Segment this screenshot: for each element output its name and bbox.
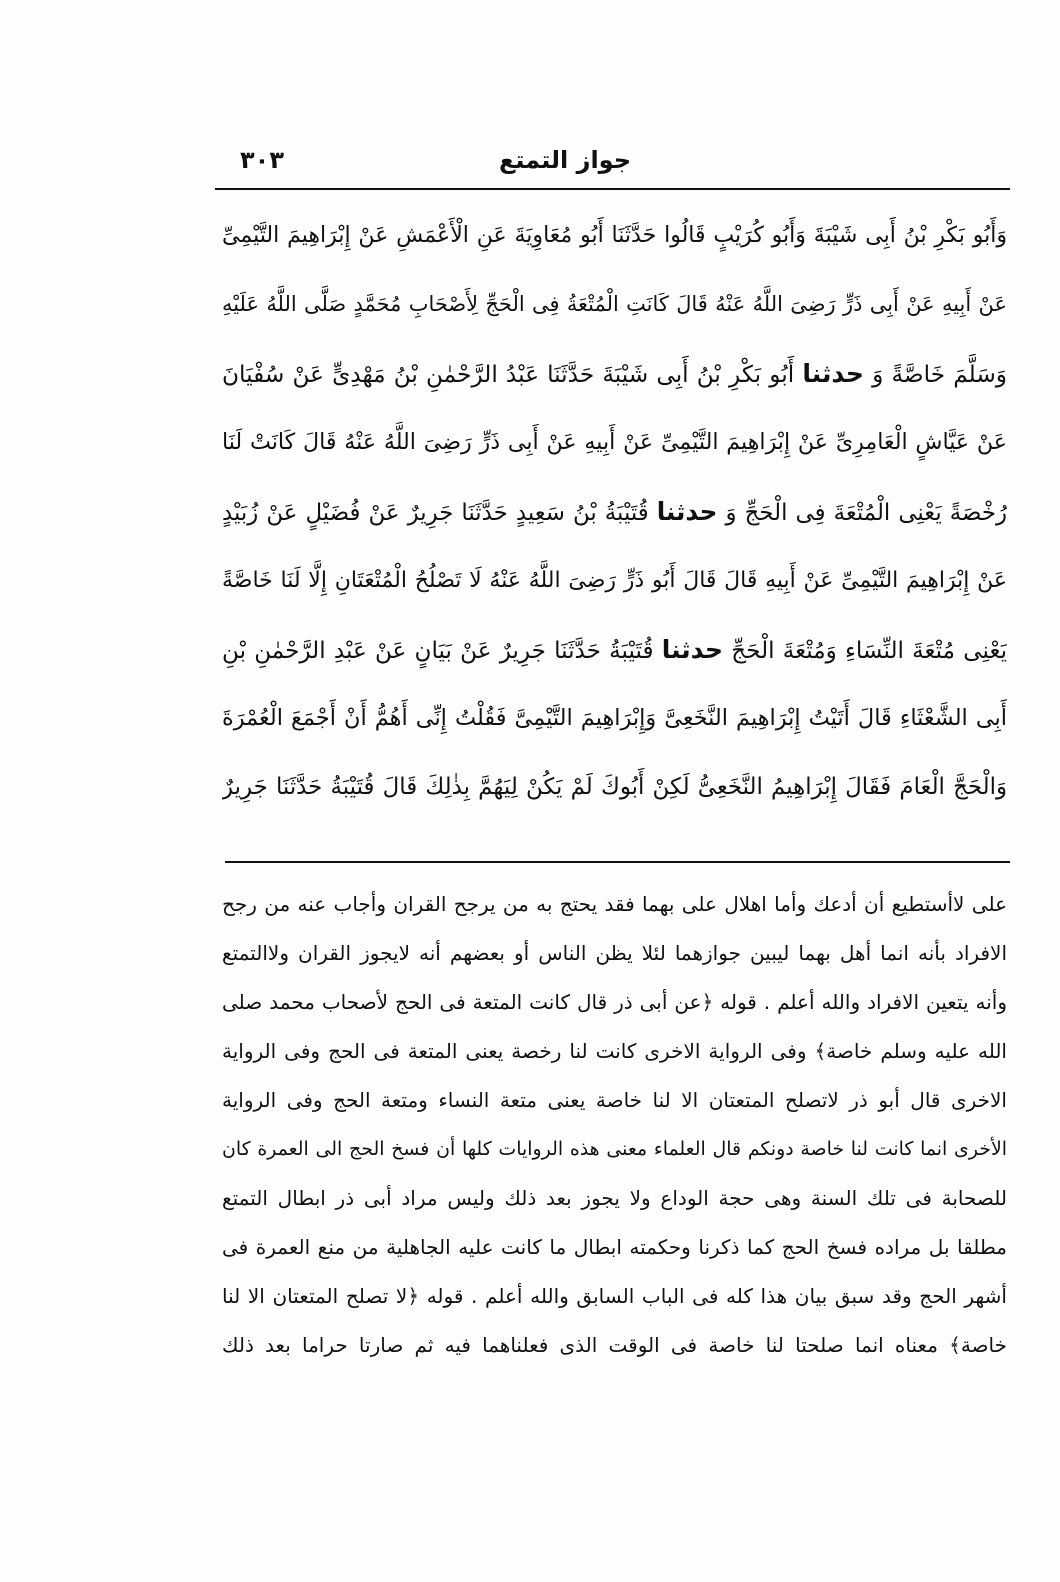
commentary-line: للصحابة فى تلك السنة وهى حجة الوداع ولا يجوز بعد ذلك وليس مراد أبى ذر ابطال التمتع (222, 1186, 1007, 1210)
header-rule (215, 188, 1010, 190)
commentary-line: أشهر الحج وقد سبق بيان هذا كله فى الباب السابق والله أعلم . قوله ﴿لا تصلح المتعتان الا لنا (222, 1284, 1007, 1308)
hadith-text: رُخْصَةً يَعْنِى الْمُتْعَةَ فِى الْحَجِّ وَ (725, 500, 1007, 526)
hadith-line (222, 684, 1007, 753)
hadith-text: قُتَيْبَةُ حَدَّثَنَا جَرِيرٌ عَنْ بَيَانٍ عَنْ عَبْدِ الرَّحْمٰنِ بْنِ (222, 638, 654, 664)
hadith-text: أَبُو بَكْرِ بْنُ أَبِى شَيْبَةَ حَدَّثَنَا عَبْدُ الرَّحْمٰنِ بْنُ مَهْدِىٍّ عَنْ سُفْيَانَ (222, 361, 795, 388)
commentary-separator-rule (225, 861, 1010, 863)
hadith-line (222, 339, 1007, 408)
hadith-line (222, 201, 1007, 270)
narration-marker: حدثنا (661, 635, 724, 664)
hadith-text-block (222, 201, 1007, 822)
hadith-text: وَأَبُو بَكْرِ بْنُ أَبِى شَيْبَةَ وَأَبُو كُرَيْبٍ قَالُوا حَدَّثَنَا أَبُو مُعَاوِيَةَ عَنِ الْأَعْمَشِ عَنْ إِبْرَاهِيمَ التَّيْمِىِّ (222, 223, 1007, 248)
commentary-line: الاخرى قال أبو ذر لاتصلح المتعتان الا لنا خاصة يعنى متعة النساء ومتعة الحج وفى الرواية (222, 1088, 1007, 1112)
commentary-line: على لاأستطيع أن أدعك وأما اهلال على بهما فقد يحتج به من يرجح القران وأجاب عنه من رجح (222, 892, 1007, 916)
hadith-text: أَبِى الشَّعْثَاءِ قَالَ أَتَيْتُ إِبْرَاهِيمَ النَّخَعِىَّ وَإِبْرَاهِيمَ التَّيْمِىَّ فَقُلْتُ إِنِّى أَهُمُّ أَنْ أَجْمَعَ الْعُمْرَةَ (222, 705, 1007, 731)
hadith-text: عَنْ أَبِيهِ عَنْ أَبِى ذَرٍّ رَضِىَ اللَّهُ عَنْهُ قَالَ كَانَتِ الْمُتْعَةُ فِى الْحَجِّ لِأَصْحَابِ مُحَمَّدٍ صَلَّى اللَّهُ عَلَيْهِ (222, 292, 1007, 316)
commentary-line: الأخرى انما كانت لنا خاصة دونكم قال العلماء معنى هذه الروايات كلها أن فسخ الحج الى العمرة كان (222, 1138, 1007, 1160)
narration-marker: حدثنا (802, 359, 864, 388)
hadith-text: عَنْ عَيَّاشٍ الْعَامِرِىِّ عَنْ إِبْرَاهِيمَ التَّيْمِىِّ عَنْ أَبِيهِ عَنْ أَبِى ذَرٍّ رَضِىَ اللَّهُ عَنْهُ قَالَ كَانَتْ لَنَا (222, 429, 1007, 455)
running-title: جواز التمتع (498, 146, 632, 174)
hadith-text: وَسَلَّمَ خَاصَّةً وَ (872, 361, 1007, 388)
commentary-line: مطلقا بل مراده فسخ الحج كما ذكرنا وحكمته ابطال ما كانت عليه الجاهلية من منع العمرة فى (222, 1235, 1007, 1259)
commentary-line: الله عليه وسلم خاصة﴾ وفى الرواية الاخرى كانت لنا رخصة يعنى المتعة فى الحج وفى الرواية (222, 1039, 1007, 1063)
hadith-text: عَنْ إِبْرَاهِيمَ التَّيْمِىِّ عَنْ أَبِيهِ قَالَ قَالَ أَبُو ذَرٍّ رَضِىَ اللَّهُ عَنْهُ لَا تَصْلُحُ الْمُتْعَتَانِ إِلَّا لَنَا خَاصَّةً (222, 568, 1007, 593)
hadith-text: قُتَيْبَةُ بْنُ سَعِيدٍ حَدَّثَنَا جَرِيرٌ عَنْ فُضَيْلٍ عَنْ زُبَيْدٍ (222, 500, 649, 526)
hadith-text: يَعْنِى مُتْعَةَ النِّسَاءِ وَمُتْعَةَ الْحَجِّ (731, 638, 1007, 664)
hadith-line (222, 270, 1007, 339)
hadith-line (222, 408, 1007, 477)
commentary-line: الافراد بأنه انما أهل بهما ليبين جوازهما لئلا يظن الناس أو بعضهم أنه لايجوز القران ولاالتمتع (222, 941, 1007, 965)
commentary-text-block (222, 880, 1007, 1370)
page-number: ٣٠٣ (240, 146, 284, 174)
hadith-line (222, 546, 1007, 615)
hadith-line (222, 615, 1007, 684)
hadith-line (222, 753, 1007, 822)
narration-marker: حدثنا (656, 497, 718, 526)
commentary-line: وأنه يتعين الافراد والله أعلم . قوله ﴿عن أبى ذر قال كانت المتعة فى الحج لأصحاب محمد صلى (222, 990, 1007, 1014)
commentary-line: خاصة﴾ معناه انما صلحتا لنا خاصة فى الوقت الذى فعلناهما فيه ثم صارتا حراما بعد ذلك (222, 1333, 1007, 1357)
hadith-line (222, 477, 1007, 546)
hadith-text: وَالْحَجَّ الْعَامَ فَقَالَ إِبْرَاهِيمُ النَّخَعِىُّ لَكِنْ أَبُوكَ لَمْ يَكُنْ لِيَهُمَّ بِذٰلِكَ قَالَ قُتَيْبَةُ حَدَّثَنَا جَرِيرٌ (222, 774, 1007, 800)
